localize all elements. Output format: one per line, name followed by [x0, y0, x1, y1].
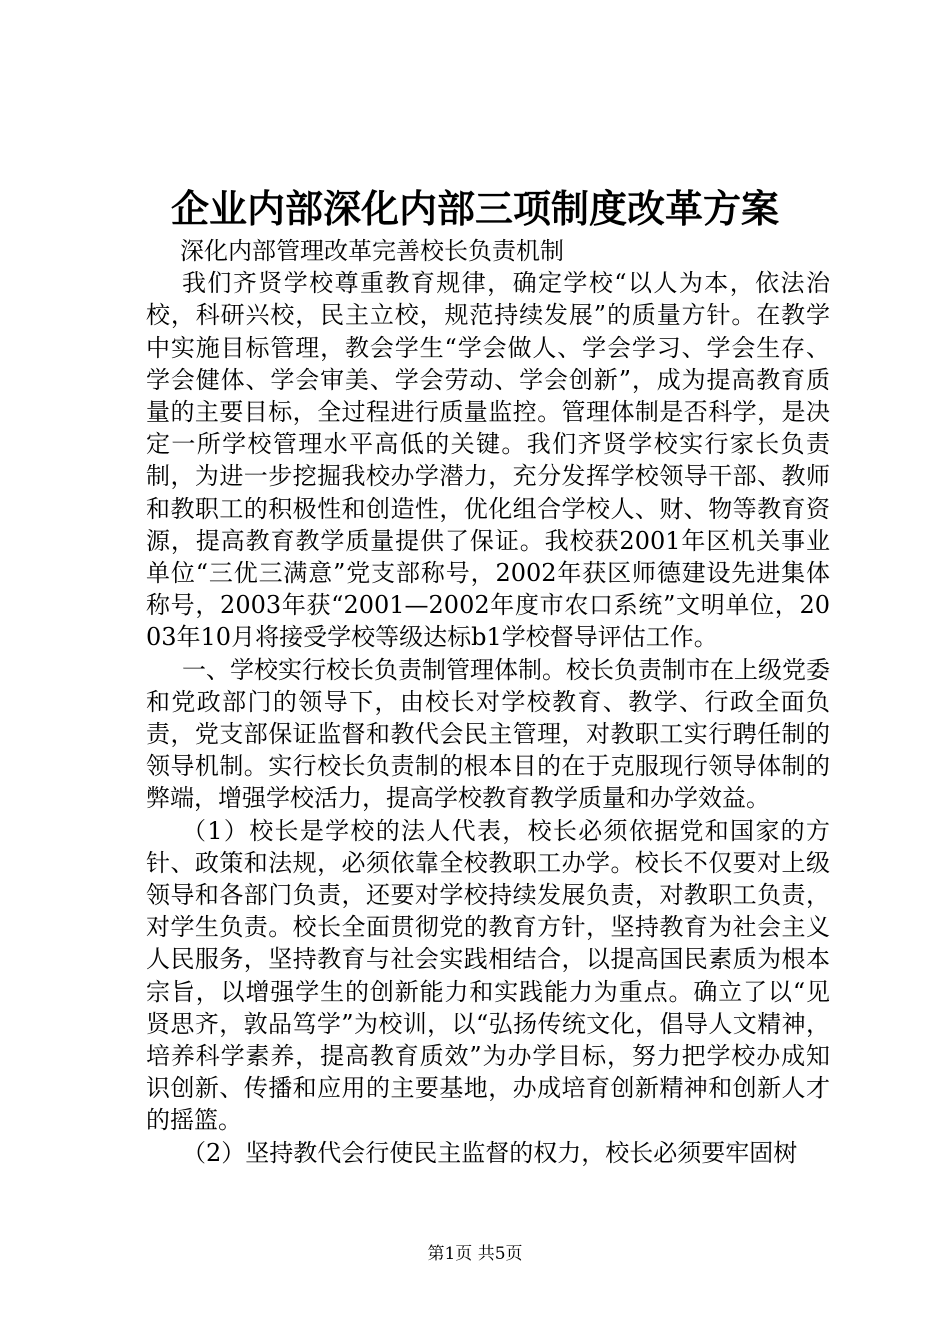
paragraph: （1）校长是学校的法人代表，校长必须依据党和国家的方针、政策和法规，必须依靠全校教职工办学。校长不仅要对上级领导和各部门负责，还要对学校持续发展负责，对教职工负责，对学生负责。校长全面贯彻党的教育方针，坚持教育为社会主义人民服务，坚持教育与社会实践相结合，以提高国民素质为根本宗旨，以增强学生的创新能力和实践能力为重点。确立了以“见贤思齐，敦品笃学”为校训，以“弘扬传统文化，倡导人文精神，培养科学素养，提高教育质效”为办学目标，努力把学校办成知识创新、传播和应用的主要基地，办成培育创新精神和创新人才的摇篮。	[146, 816, 830, 1135]
document-body	[146, 235, 830, 1169]
paragraph: （2）坚持教代会行使民主监督的权力，校长必须要牢固树	[182, 1138, 798, 1167]
document-subheading: 深化内部管理改革完善校长负责机制	[180, 237, 564, 265]
paragraph: 我们齐贤学校尊重教育规律，确定学校“以人为本，依法治校，科研兴校，民主立校，规范持续发展”的质量方针。在教学中实施目标管理，教会学生“学会做人、学会学习、学会生存、学会健体、学会审美、学会劳动、学会创新”，成为提高教育质量的主要目标，全过程进行质量监控。管理体制是否科学，是决定一所学校管理水平高低的关键。我们齐贤学校实行家长负责制，为进一步挖掘我校办学潜力，充分发挥学校领导干部、教师和教职工的积极性和创造性，优化组合学校人、财、物等教育资源，提高教育教学质量提供了保证。我校获2001年区机关事业单位“三优三满意”党支部称号，2002年获区师德建设先进集体称号，2003年获“2001—2002年度市农口系统”文明单位，2003年10月将接受学校等级达标b1学校督导评估工作。	[146, 269, 830, 652]
page-footer: 第1页 共5页	[427, 1244, 523, 1264]
document-title: 企业内部深化内部三项制度改革方案	[170, 186, 779, 231]
paragraph: 一、学校实行校长负责制管理体制。校长负责制市在上级党委和党政部门的领导下，由校长对学校教育、教学、行政全面负责，党支部保证监督和教代会民主管理，对教职工实行聘任制的领导机制。实行校长负责制的根本目的在于克服现行领导体制的弊端，增强学校活力，提高学校教育教学质量和办学效益。	[146, 655, 830, 813]
